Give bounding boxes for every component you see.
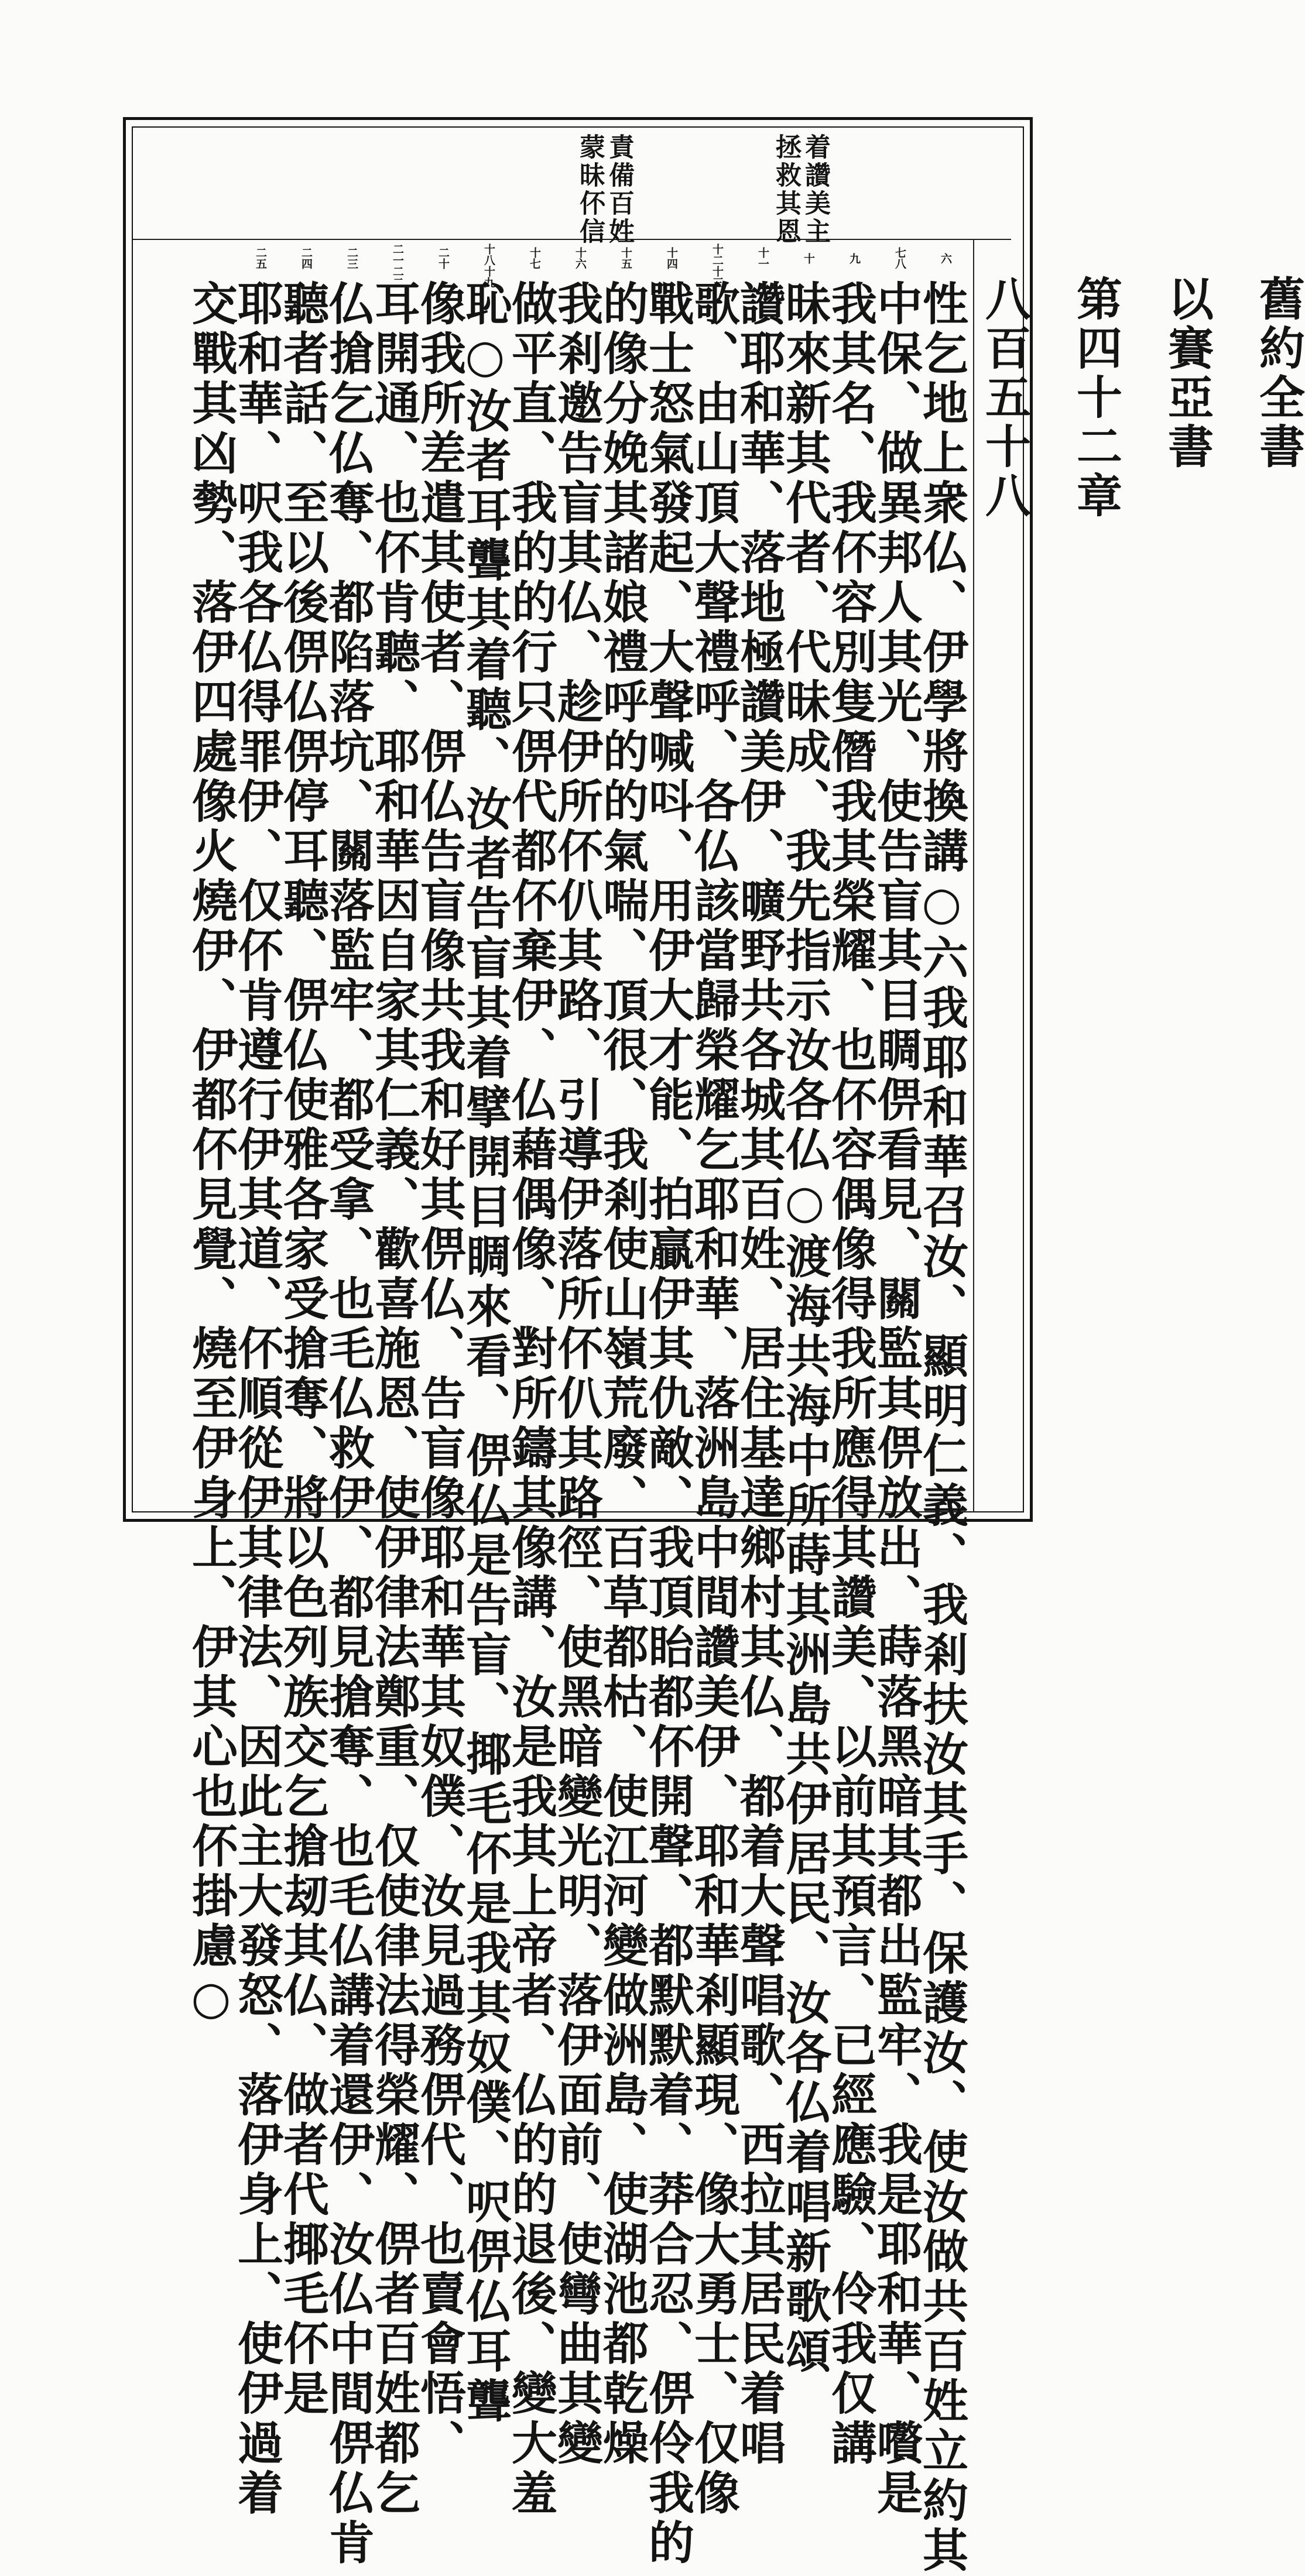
- verse-marker: 六: [939, 252, 952, 264]
- text-column-6: 歌、由山頂大聲禮呼、各仏該當歸榮耀乞耶和華、落洲島中間讚美伊、耶和華剎顯現、像大勇士、仅像: [687, 280, 740, 2519]
- verse-marker: 十: [802, 252, 815, 264]
- notes-divider: [133, 239, 1011, 240]
- verse-marker: 二五: [254, 247, 267, 269]
- text-column-7: 戰士怒氣發起、大聲喊呌、用伊大才能、拍贏伊其仇敵、我頂眙都伓開聲、都默默着、莽合忍、㑭伶我的: [641, 280, 694, 2568]
- text-column-16: 耶和華、呎我各仏得罪伊、仅伓肯遵行伊其道、伓順從伊其律法、因此主大發怒、落伊身上、使伊過着: [230, 280, 283, 2519]
- verse-marker: [197, 243, 221, 273]
- text-column-11: 恥○汝者耳聾其着聽、汝者告盲其着擘開目睭來看、㑭仏是告盲、揶毛伓是我其奴僕、呎㑭仏耳聾: [458, 280, 512, 2427]
- page-number: 八百五十八: [978, 275, 1031, 521]
- verse-marker: 二一二二: [391, 243, 404, 288]
- text-column-9: 我剎邀告盲其仏、趁伊所伓仈其路、引導伊落所伓仈其路徑、使黑暗變光明、落伊面前、使彎曲其變: [550, 280, 603, 2469]
- book-name: 以賽亞書: [1160, 275, 1214, 472]
- text-column-12: 像我所差遣其使者、㑭仏告盲像共我和好其㑭仏、告盲像耶和華其奴僕、汝見過務㑭代、也賣會悟、: [413, 280, 466, 2469]
- text-column-17: 交戰其凶勢、落伊四處像火燒伊、伊都伓見覺、燒至伊身上、伊其心也伓掛慮○: [184, 280, 238, 2029]
- text-column-15: 聽者話、至以後㑭仏㑭停耳聽、㑭仏使雅各家受搶奪、將以色列族交乞搶刼其仏、做者代揶毛伓是: [276, 280, 329, 2419]
- verse-marker: 九: [848, 252, 861, 264]
- text-column-4: 昧來新其代者、代昧成、我先指示汝各仏○渡海共海中所蒔其洲島共伊居民、汝各仏着唱新歌頌: [778, 280, 831, 2377]
- text-column-13: 耳開通、也伓肯聽、耶和華因自家其仁義、歡喜施恩、使伊律法鄭重、仅使律法得榮耀、㑭者百姓都乞: [367, 280, 420, 2519]
- text-column-8: 的像分娩其諸娘禮呼的的氣喘、頂很、我剎使山嶺荒廢、百草都枯、使江河變做洲島、使湖池都乾燥: [595, 280, 649, 2469]
- running-header: [978, 275, 1305, 521]
- verse-marker: 十七: [528, 247, 541, 269]
- text-column-10: 做平直、我的的行只㑭代都伓棄伊、仏藉偶像、對所鑄其像講、汝是我其上帝者、仏的的退後、變大羞: [504, 280, 557, 2519]
- text-column-2: 中保、做異邦人其光、使告盲其目睭㑭看見、關監其㑭放出、蒔落黑暗其都出監牢、我是耶和華、嚽是: [869, 280, 923, 2519]
- margin-note-2-line2: 蒙昧伓信: [575, 133, 605, 246]
- verse-marker: 十四: [665, 247, 678, 269]
- verse-marker: 十六: [574, 247, 587, 269]
- verse-marker: 十二十三: [711, 243, 724, 288]
- verse-marker: 十五: [619, 247, 632, 269]
- verse-marker: 十八十九: [482, 243, 495, 288]
- verse-marker: 二十: [437, 247, 450, 269]
- text-column-3: 我其名、我伓容別隻僭我其榮耀、也伓容偶像得我所應得其讚美、以前其預言、已經應驗、伶我仅講: [824, 280, 877, 2469]
- text-column-14: 仏搶乞仏奪、都陷落坑、關落監牢、都受拿、也毛仏救伊、都見搶奪、也毛仏講着還伊、汝仏中間㑭仏肯: [321, 280, 375, 2568]
- book-title: 舊約全書: [1252, 275, 1305, 472]
- margin-note-1-line1: 着讚美主: [800, 133, 830, 246]
- verse-marker: 二三: [345, 247, 358, 269]
- header-column-divider: [973, 240, 974, 1512]
- margin-note-1-line2: 拯救其恩: [771, 133, 801, 246]
- margin-note-2-line1: 責備百姓: [604, 133, 634, 246]
- chapter-title: 第四十二章: [1069, 275, 1122, 521]
- verse-marker: 二四: [300, 247, 313, 269]
- text-column-1: 性乞地上衆仏、伊學將換講○六我耶和華召汝、顯明仁義、我剎扶汝其手、保護汝、使汝做共百姓立約其: [915, 280, 968, 2576]
- verse-marker: 七八: [893, 247, 906, 269]
- text-column-5: 讚耶和華、落地極讚美伊、曠野共各城其百姓、居住基達鄉村其仏、都着大聲唱歌、西拉其居民着唱: [732, 280, 786, 2469]
- verse-marker: 十一: [756, 247, 769, 269]
